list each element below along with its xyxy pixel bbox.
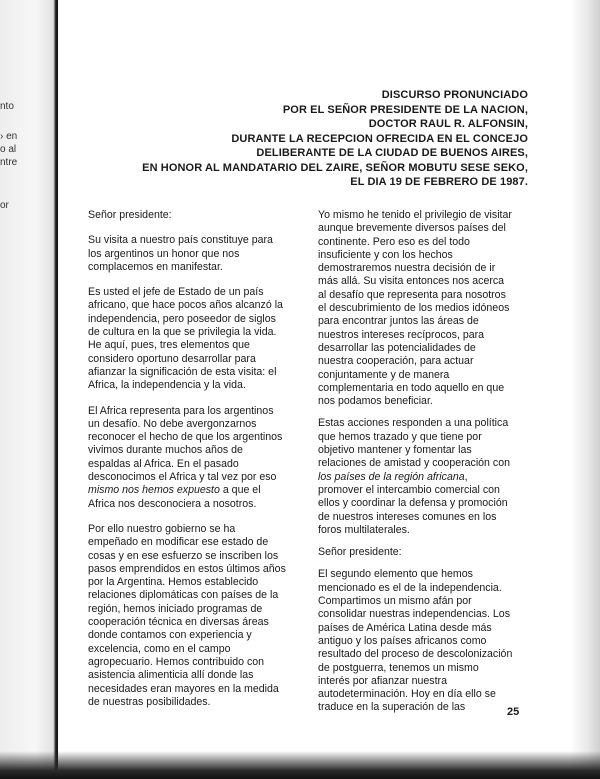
bottom-scan-shadow xyxy=(0,751,600,779)
spacer xyxy=(0,113,44,130)
fragment: nto xyxy=(0,101,14,112)
paragraph-text: El Africa representa para los argentinos un desafío. No debe avergonzarnos reconocer el hecho de que los argentinos vivimos durante muchos años de espaldas al Africa. En el pasado desconocimos el Africa y tal vez por eso xyxy=(88,404,283,484)
fragment: ntre xyxy=(0,157,18,168)
paragraph xyxy=(318,417,513,537)
page-edge-shadow xyxy=(570,0,600,779)
paragraph: El segundo elemento que hemos mencionado es el de la independencia. Compartimos un mismo afán por consolidar nuestras independencias. Los países de América Latina desde más antiguo y los países africanos como resultado del proceso de descolonización de postguerra, tenemos un mismo interés por afianzar nuestra autodeterminación. Hoy en día ello se traduce en la superación de las xyxy=(318,568,513,714)
header-line: DOCTOR RAUL R. ALFONSIN, xyxy=(368,118,528,130)
fragment: › en xyxy=(0,131,18,142)
paragraph-text: Estas acciones responden a una política que hemos trazado y que tiene por objetivo mantener y fomentar las relaciones de amistad y cooperación con xyxy=(318,417,510,470)
paragraph xyxy=(88,405,288,511)
header-line: DISCURSO PRONUNCIADO xyxy=(381,89,528,101)
header-line: EL DIA 19 DE FEBRERO DE 1987. xyxy=(350,176,528,188)
salutation: Señor presidente: xyxy=(318,546,402,559)
fragment: o al xyxy=(0,144,17,155)
paragraph-text: , promover el intercambio comercial con ellos y coordinar la defensa y promoción de nuestros intereses comunes en los foros multilaterales. xyxy=(318,470,508,536)
header-line: POR EL SEÑOR PRESIDENTE DE LA NACION, xyxy=(282,103,528,116)
italic-text: los países de la región africana xyxy=(318,470,465,483)
paragraph: Es usted el jefe de Estado de un país africano, que hace pocos años alcanzó la independencia, pero poseedor de siglos de cultura en la que se privilegia la vida. He aquí, pues, tres elementos que considero oportuno desarrollar para afianzar la significación de esta visita: el Africa, la independencia y la vida. xyxy=(88,286,283,392)
header-line: DELIBERANTE DE LA CIUDAD DE BUENOS AIRES, xyxy=(256,147,528,159)
salutation: Señor presidente: xyxy=(88,209,172,221)
paragraph: Su visita a nuestro país constituye para los argentinos un honor que nos complacemos en manifestar. xyxy=(88,234,273,273)
page-number: 25 xyxy=(507,706,520,718)
header-line: DURANTE LA RECEPCION OFRECIDA EN EL CONCEJO xyxy=(231,132,528,145)
paragraph-text: a que el Africa nos desconociera a nosotros. xyxy=(88,484,261,510)
left-column xyxy=(88,209,288,721)
italic-text: mismo nos hemos expuesto xyxy=(88,484,220,497)
header-line: EN HONOR AL MANDATARIO DEL ZAIRE, SEÑOR MOBUTU SESE SEKO, xyxy=(142,161,528,174)
fragment: or xyxy=(0,200,9,211)
previous-page-fragments xyxy=(0,100,44,212)
right-column xyxy=(318,209,513,724)
paragraph: Por ello nuestro gobierno se ha empeñado en modificar ese estado de cosas y en ese esfuerzo se inscriben los pasos emprendidos en estos últimos años por la Argentina. Hemos establecido relaciones diplomáticas con países de la región, hemos iniciado programas de cooperación técnica en diversas áreas donde contamos con experiencia y excelencia, como en el campo agropecuario. Hemos contribuido con asistencia alimenticia allí donde las necesidades eran mayores en la medida de nuestras posibilidades. xyxy=(88,522,286,708)
spacer xyxy=(0,169,44,199)
speech-header xyxy=(68,88,528,190)
paragraph: Yo mismo he tenido el privilegio de visitar aunque brevemente diversos países del continente. Pero eso es del todo insuficiente y con los hechos demostraremos nuestra decisión de ir más allá. Su visita entonces nos acerca al desafío que representa para nosotros el descubrimiento de los medios idóneos para encontrar juntos las áreas de nuestros intereses recíprocos, para desarrollar las potencialidades de nuestra cooperación, para actuar conjuntamente y de manera complementaria en todo aquello en que nos podamos beneficiar. xyxy=(318,209,512,408)
